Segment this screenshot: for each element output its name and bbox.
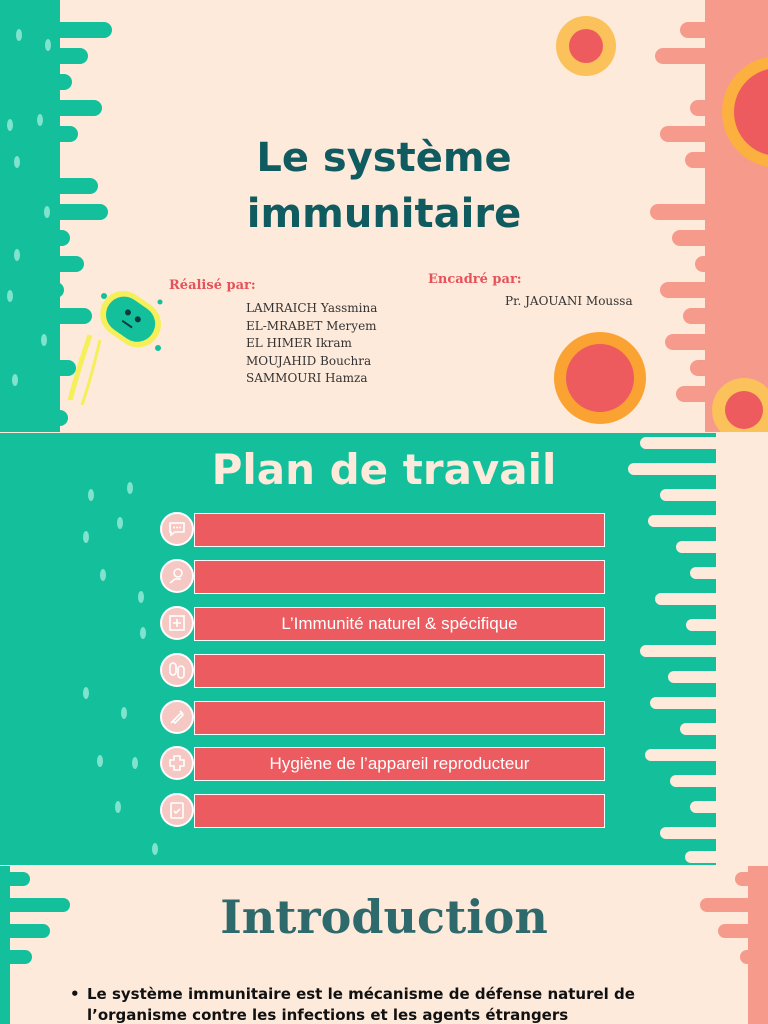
plan-item[interactable] [160,513,607,549]
encadre-par-label: Encadré par: [428,272,522,287]
virus-hand-icon [160,559,194,593]
plan-item-label [194,560,605,594]
presentation-title [0,130,768,242]
author-name: LAMRAICH Yassmina [246,301,378,315]
plan-item[interactable] [160,607,607,643]
plan-item[interactable] [160,794,607,830]
plan-item-label [194,513,605,547]
plan-item-label: Hygiène de l’appareil reproducteur [194,747,605,781]
plan-item[interactable] [160,654,607,690]
introduction-title: Introduction [220,890,548,944]
chat-bubble-icon [160,512,194,546]
bacterium-illustration [70,282,170,405]
left-dots [83,482,158,855]
plan-list [160,513,607,841]
plan-item-label: L’Immunité naturel & spécifique [194,607,605,641]
medical-box-icon [160,606,194,640]
plan-item-label [194,701,605,735]
plan-title: Plan de travail [211,445,557,494]
realise-par-label: Réalisé par: [169,278,256,293]
pills-icon [160,653,194,687]
bullet-point: • Le système immunitaire est le mécanisme de défense naturel de l’organisme contre les infections et les agents étrangers [70,984,710,1024]
plan-item[interactable] [160,560,607,596]
plan-slide [0,433,768,865]
supervisor-name: Pr. JAOUANI Moussa [505,294,633,308]
first-aid-icon [160,746,194,780]
plan-item-label [194,654,605,688]
right-cream-drips [628,433,768,865]
title-line-2: immunitaire [246,191,522,237]
author-list [246,300,377,388]
syringe-icon [160,700,194,734]
plan-item[interactable] [160,701,607,737]
author-name: MOUJAHID Bouchra [246,353,372,368]
introduction-bullets [70,984,710,1024]
author-name: SAMMOURI Hamza [246,371,368,385]
title-line-1: Le système [256,135,512,181]
author-name: EL-MRABET Meryem [246,318,377,333]
introduction-slide [0,866,768,1024]
author-name: EL HIMER Ikram [246,336,352,350]
plan-item[interactable] [160,747,607,783]
plan-item-label [194,794,605,828]
clipboard-check-icon [160,793,194,827]
title-slide [0,0,768,432]
